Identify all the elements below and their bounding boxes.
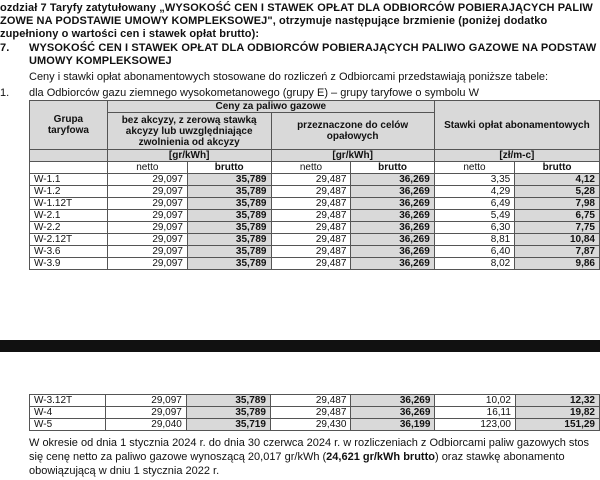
table-row	[30, 198, 600, 210]
cell-netto-excise: 29,097	[107, 246, 187, 258]
footer-line-2	[29, 451, 565, 463]
cell-netto-sub: 4,29	[434, 186, 514, 198]
cell-brutto-excise: 35,789	[187, 222, 271, 234]
cell-brutto-heating: 36,269	[351, 198, 434, 210]
tariff-table-top	[29, 100, 600, 270]
header-brutto-3: brutto	[515, 162, 600, 174]
cell-group: W-1.12T	[30, 198, 108, 210]
cell-netto-heating: 29,487	[271, 234, 351, 246]
cell-brutto-sub: 6,75	[515, 210, 600, 222]
header-netto-3: netto	[434, 162, 514, 174]
cell-netto-heating: 29,487	[271, 210, 351, 222]
header-netto-1: netto	[107, 162, 187, 174]
header-blank	[30, 150, 108, 162]
intro-line-3: zupełniony o wartości cen i stawek opłat brutto):	[0, 28, 260, 40]
header-netto-2: netto	[271, 162, 351, 174]
netto-brutto-blank	[30, 162, 108, 174]
cell-brutto-sub: 7,75	[515, 222, 600, 234]
table-row	[30, 210, 600, 222]
header-brutto-2: brutto	[351, 162, 434, 174]
cell-brutto-heating: 36,269	[351, 407, 435, 419]
cell-brutto-excise: 35,789	[187, 210, 271, 222]
intro-line-1: ozdział 7 Taryfy zatytułowany „WYSOKOŚĆ CEN I STAWEK OPŁAT DLA ODBIORCÓW POBIERAJĄCYCH PALIW	[0, 2, 593, 14]
cell-brutto-heating: 36,269	[351, 395, 435, 407]
cell-brutto-sub: 7,87	[515, 246, 600, 258]
cell-netto-heating: 29,487	[271, 198, 351, 210]
cell-brutto-heating: 36,269	[351, 210, 434, 222]
cell-netto-excise: 29,097	[107, 186, 187, 198]
cell-group: W-3.9	[30, 258, 108, 270]
footer-line-1: W okresie od dnia 1 stycznia 2024 r. do dnia 30 czerwca 2024 r. w rozliczeniach z Odbiorcami paliw gazowych stos	[29, 437, 590, 449]
table-row	[30, 246, 600, 258]
page-break-band	[0, 340, 600, 352]
table-row	[30, 419, 600, 431]
section-description: Ceny i stawki opłat abonamentowych stosowane do rozliczeń z Odbiorcami przedstawiają poniższe tabele:	[29, 71, 549, 83]
cell-group: W-3.12T	[30, 395, 106, 407]
cell-brutto-heating: 36,199	[351, 419, 435, 431]
cell-brutto-sub: 5,28	[515, 186, 600, 198]
cell-brutto-heating: 36,269	[351, 222, 434, 234]
header-brutto-1: brutto	[187, 162, 271, 174]
cell-brutto-sub: 4,12	[515, 174, 600, 186]
cell-netto-heating: 29,487	[270, 395, 351, 407]
header-heating: przeznaczone do celów opałowych	[271, 113, 434, 150]
table-row	[30, 407, 600, 419]
cell-netto-excise: 29,097	[107, 174, 187, 186]
cell-netto-sub: 5,49	[434, 210, 514, 222]
cell-brutto-excise: 35,789	[187, 234, 271, 246]
cell-brutto-excise: 35,789	[187, 186, 271, 198]
cell-brutto-sub: 12,32	[515, 395, 599, 407]
cell-netto-heating: 29,487	[271, 222, 351, 234]
cell-group: W-5	[30, 419, 106, 431]
cell-brutto-sub: 9,86	[515, 258, 600, 270]
section-title-line-2: UMOWY KOMPLEKSOWEJ	[29, 55, 172, 67]
section-number: 7.	[0, 42, 10, 54]
footer-line-2-pre: się cenę netto za paliwo gazowe wynoszącą 20,017 gr/kWh (	[29, 451, 327, 463]
cell-netto-heating: 29,487	[271, 246, 351, 258]
cell-netto-sub: 3,35	[434, 174, 514, 186]
cell-brutto-excise: 35,789	[187, 198, 271, 210]
footer-line-2-post: ) oraz stawkę abonamento	[434, 451, 565, 463]
cell-netto-excise: 29,097	[107, 198, 187, 210]
cell-netto-heating: 29,487	[271, 174, 351, 186]
cell-netto-sub: 10,02	[435, 395, 516, 407]
tariff-table-bottom	[29, 394, 600, 431]
cell-group: W-2.1	[30, 210, 108, 222]
cell-netto-excise: 29,097	[107, 222, 187, 234]
cell-group: W-4	[30, 407, 106, 419]
header-excise: bez akcyzy, z zerową stawką akcyzy lub uwzględniające zwolnienia od akcyzy	[107, 113, 271, 150]
cell-netto-heating: 29,487	[270, 407, 351, 419]
header-prices-group: Ceny za paliwo gazowe	[107, 101, 434, 113]
cell-brutto-heating: 36,269	[351, 246, 434, 258]
cell-group: W-2.12T	[30, 234, 108, 246]
cell-brutto-sub: 151,29	[515, 419, 599, 431]
subsection-text: dla Odbiorców gazu ziemnego wysokometanowego (grupy E) – grupy taryfowe o symbolu W	[29, 87, 479, 99]
cell-brutto-excise: 35,789	[186, 395, 270, 407]
cell-netto-heating: 29,430	[270, 419, 351, 431]
cell-brutto-heating: 36,269	[351, 234, 434, 246]
cell-netto-heating: 29,487	[271, 258, 351, 270]
cell-brutto-excise: 35,789	[186, 407, 270, 419]
subsection-number: 1.	[0, 87, 10, 99]
header-subscription: Stawki opłat abonamentowych	[434, 101, 599, 150]
cell-brutto-heating: 36,269	[351, 258, 434, 270]
table-row	[30, 186, 600, 198]
cell-brutto-heating: 36,269	[351, 174, 434, 186]
cell-netto-heating: 29,487	[271, 186, 351, 198]
cell-netto-sub: 16,11	[435, 407, 516, 419]
cell-netto-sub: 6,30	[434, 222, 514, 234]
cell-brutto-excise: 35,789	[187, 246, 271, 258]
footer-line-3: obowiązującą w dniu 1 stycznia 2022 r.	[29, 465, 220, 477]
footer-line-2-bold: 24,621 gr/kWh brutto	[326, 451, 435, 463]
cell-netto-excise: 29,097	[107, 258, 187, 270]
cell-netto-excise: 29,097	[106, 407, 187, 419]
cell-brutto-excise: 35,789	[187, 174, 271, 186]
table-row	[30, 222, 600, 234]
cell-netto-excise: 29,097	[107, 234, 187, 246]
cell-group: W-3.6	[30, 246, 108, 258]
cell-group: W-2.2	[30, 222, 108, 234]
header-unit-sub: [zł/m-c]	[434, 150, 599, 162]
cell-netto-excise: 29,097	[106, 395, 187, 407]
table-row	[30, 234, 600, 246]
cell-netto-excise: 29,097	[107, 210, 187, 222]
cell-brutto-heating: 36,269	[351, 186, 434, 198]
cell-group: W-1.1	[30, 174, 108, 186]
section-title-line-1: WYSOKOŚĆ CEN I STAWEK OPŁAT DLA ODBIORCÓW POBIERAJĄCYCH PALIWO GAZOWE NA PODSTAW	[29, 42, 597, 54]
cell-netto-sub: 8,81	[434, 234, 514, 246]
cell-netto-sub: 8,02	[434, 258, 514, 270]
table-row	[30, 395, 600, 407]
cell-netto-sub: 123,00	[435, 419, 516, 431]
cell-brutto-excise: 35,789	[187, 258, 271, 270]
cell-netto-excise: 29,040	[106, 419, 187, 431]
cell-netto-sub: 6,40	[434, 246, 514, 258]
intro-line-2: ZOWE NA PODSTAWIE UMOWY KOMPLEKSOWEJ", otrzymuje następujące brzmienie (poniżej dodatko	[0, 15, 548, 27]
header-unit-gas: [gr/kWh]	[107, 150, 271, 162]
cell-group: W-1.2	[30, 186, 108, 198]
cell-brutto-excise: 35,719	[186, 419, 270, 431]
cell-brutto-sub: 10,84	[515, 234, 600, 246]
table-row	[30, 258, 600, 270]
cell-brutto-sub: 7,98	[515, 198, 600, 210]
cell-netto-sub: 6,49	[434, 198, 514, 210]
table-row	[30, 174, 600, 186]
header-group: Grupa taryfowa	[30, 101, 108, 150]
header-unit-gas-heating: [gr/kWh]	[271, 150, 434, 162]
cell-brutto-sub: 19,82	[515, 407, 599, 419]
